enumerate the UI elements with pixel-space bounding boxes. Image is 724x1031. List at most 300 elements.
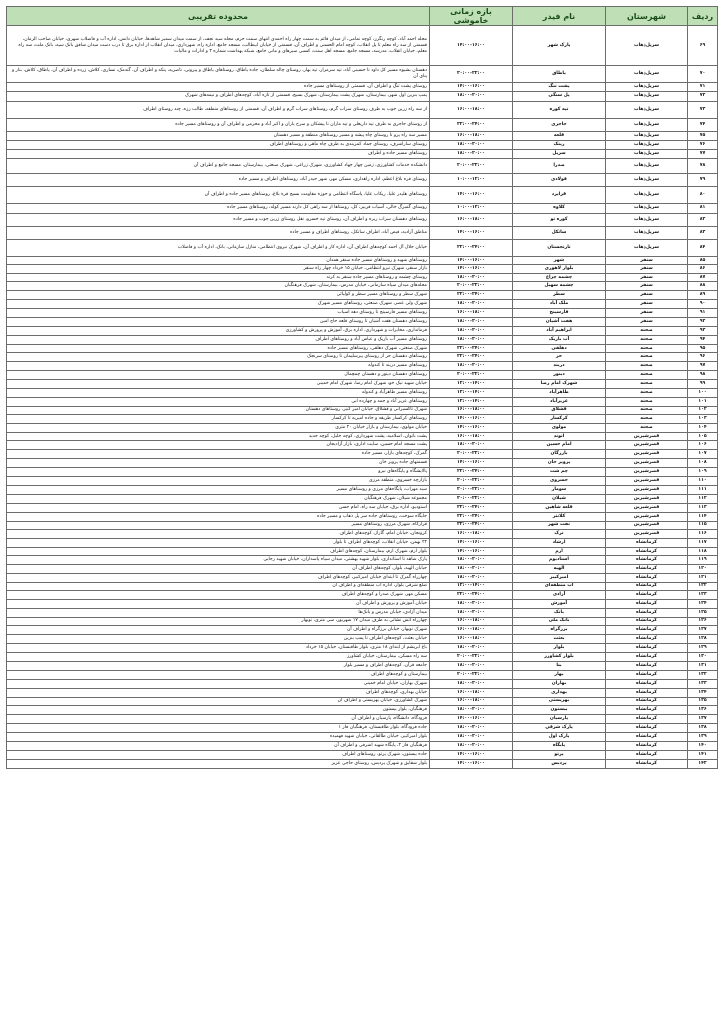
- city-cell: قصرشیرین: [606, 441, 688, 450]
- outage-time-cell: ۲۰:۰۰-۲۲:۰۰: [430, 66, 513, 83]
- feeder-cell: بهاران: [513, 679, 606, 688]
- feeder-cell: دینور: [513, 371, 606, 380]
- area-cell: جاده فرودگاه، بلوار طاقبستان، فرهنگیان فاز ۱: [7, 724, 430, 733]
- table-row: [7, 450, 718, 459]
- outage-time-cell: ۱۴:۰۰-۱۶:۰۰: [430, 715, 513, 724]
- area-cell: پشت بانوان، اسلامیه، پشت شهرداری، کوچه خلیل، کوچه جدید: [7, 432, 430, 441]
- feeder-cell: سرپل: [513, 149, 606, 158]
- city-cell: سرپل‌ذهاب: [606, 226, 688, 239]
- table-row: [7, 362, 718, 371]
- table-row: [7, 688, 718, 697]
- row-number-cell: ۹۵: [688, 344, 718, 353]
- feeder-cell: پردیس: [513, 759, 606, 768]
- feeder-cell: فارسینج: [513, 309, 606, 318]
- table-row: [7, 459, 718, 468]
- outage-time-cell: ۲۲:۰۰-۲۴:۰۰: [430, 353, 513, 362]
- table-row: [7, 494, 718, 503]
- city-cell: کرمانشاه: [606, 565, 688, 574]
- city-cell: سنقر: [606, 317, 688, 326]
- row-number-cell: ۸۵: [688, 256, 718, 265]
- header-row: [7, 7, 718, 26]
- outage-time-cell: ۱۶:۰۰-۱۸:۰۰: [430, 406, 513, 414]
- table-row: [7, 66, 718, 83]
- table-row: [7, 573, 718, 582]
- row-number-cell: ۱۴۲: [688, 759, 718, 768]
- feeder-cell: بانک: [513, 608, 606, 617]
- area-cell: سه راه مسکن، بیمارستان، خیابان کشاورز: [7, 653, 430, 662]
- row-number-cell: ۸۸: [688, 282, 718, 291]
- table-row: [7, 406, 718, 414]
- area-cell: مناطق آزادیه، فیض آباد، اطراف ساتکل، روستاهای اطراف و مسیر جاده: [7, 226, 430, 239]
- feeder-cell: ارم: [513, 548, 606, 556]
- outage-time-cell: ۲۰:۰۰-۲۲:۰۰: [430, 477, 513, 486]
- area-cell: چهارراه گمرک تا ابتدای خیابان امیرکبیر، کوچه‌های اطراف: [7, 573, 430, 582]
- outage-time-cell: ۲۲:۰۰-۲۴:۰۰: [430, 239, 513, 256]
- city-cell: سرپل‌ذهاب: [606, 149, 688, 158]
- feeder-cell: پارک شرقی: [513, 724, 606, 733]
- city-cell: صحنه: [606, 414, 688, 423]
- feeder-cell: قشلاق: [513, 406, 606, 414]
- area-cell: خیابان جلال آل احمد کوچه‌های اطراف آن، اداره کار و اطراف آن، شهرک نیروی انتظامی، منازل سازمانی، بانک، اداره آب و فاضلاب: [7, 239, 430, 256]
- area-cell: کرونجان، خیابان امام، گاراژ، کوچه‌های اطراف: [7, 530, 430, 539]
- city-cell: قصرشیرین: [606, 530, 688, 539]
- area-cell: بلوار امیرکبیر، خیابان طالقانی، خیابان شهید فهمیده: [7, 733, 430, 742]
- row-number-cell: ۹۹: [688, 380, 718, 389]
- area-cell: روستاهای مسیر فارسینج تا روستای دهه اسیاب: [7, 309, 430, 318]
- area-cell: فرودگاه، دانشگاه، پارسیان و اطراف آن: [7, 715, 430, 724]
- city-cell: کرمانشاه: [606, 556, 688, 565]
- city-cell: قصرشیرین: [606, 468, 688, 477]
- feeder-cell: تپه کوره: [513, 101, 606, 118]
- city-cell: قصرشیرین: [606, 450, 688, 459]
- row-number-cell: ۱۲۴: [688, 599, 718, 608]
- feeder-cell: چشمه چراغ: [513, 274, 606, 282]
- feeder-cell: بیستون: [513, 706, 606, 715]
- row-number-cell: ۱۳۴: [688, 688, 718, 697]
- area-cell: شهرک بهاران، خیابان امام خمینی: [7, 679, 430, 688]
- table-row: [7, 521, 718, 530]
- row-number-cell: ۱۱۲: [688, 494, 718, 503]
- table-row: [7, 556, 718, 565]
- table-row: [7, 582, 718, 590]
- area-cell: خیابان شهید نیک خو، شهرک امام رضا، شهرک امام خمینی: [7, 380, 430, 389]
- area-cell: محله‌های میدان سپاه سازمانی، خیابان مدرس، بیمارستان، شهرک فرهنگیان: [7, 282, 430, 291]
- area-cell: بازار سنقر، شهرک نیرو انتظامی، خیابان ۱۵ خرداد چهار راه سنقر: [7, 265, 430, 274]
- city-cell: کرمانشاه: [606, 635, 688, 644]
- table-row: [7, 317, 718, 326]
- outage-time-cell: ۲۲:۰۰-۲۴:۰۰: [430, 291, 513, 300]
- outage-time-cell: ۱۴:۰۰-۱۶:۰۰: [430, 83, 513, 92]
- feeder-cell: ارشاد: [513, 539, 606, 548]
- outage-time-cell: ۱۸:۰۰-۲۰:۰۰: [430, 317, 513, 326]
- feeder-cell: استادیوم: [513, 556, 606, 565]
- area-cell: بازارچه خسروی، منطقه مرزی: [7, 477, 430, 486]
- feeder-cell: کلاوه: [513, 203, 606, 213]
- row-number-cell: ۱۲۸: [688, 635, 718, 644]
- outage-time-cell: ۱۶:۰۰-۱۸:۰۰: [430, 530, 513, 539]
- table-row: [7, 326, 718, 335]
- feeder-cell: چشمه سهیل: [513, 282, 606, 291]
- table-row: [7, 548, 718, 556]
- outage-time-cell: ۱۶:۰۰-۱۸:۰۰: [430, 697, 513, 706]
- feeder-cell: ترک: [513, 530, 606, 539]
- outage-time-cell: ۱۶:۰۰-۱۸:۰۰: [430, 617, 513, 626]
- header-city: شهرستان: [606, 7, 688, 26]
- feeder-cell: ملک آباد: [513, 300, 606, 309]
- table-row: [7, 626, 718, 635]
- table-row: [7, 118, 718, 131]
- area-cell: شهرک تاکسیرانی و قشلاق، خیابان امیر کبیر، روستاهای دهستان: [7, 406, 430, 414]
- feeder-cell: صدرا: [513, 158, 606, 173]
- area-cell: بیمارستان و کوچه‌های اطراف: [7, 670, 430, 679]
- row-number-cell: ۱۱۰: [688, 477, 718, 486]
- table-body: [7, 26, 718, 769]
- area-cell: ۲۲ بهمن، خیابان انقلاب، کوچه‌های اطراف تا بلوار: [7, 539, 430, 548]
- area-cell: پالایشگاه و پایگاه‌های نیرو: [7, 468, 430, 477]
- city-cell: سرپل‌ذهاب: [606, 101, 688, 118]
- outage-time-cell: ۱۸:۰۰-۲۰:۰۰: [430, 362, 513, 371]
- row-number-cell: ۷۶: [688, 140, 718, 149]
- row-number-cell: ۹۶: [688, 353, 718, 362]
- city-cell: سرپل‌ذهاب: [606, 186, 688, 203]
- feeder-cell: بلوار لاهوری: [513, 265, 606, 274]
- outage-time-cell: ۱۴:۰۰-۱۶:۰۰: [430, 414, 513, 423]
- feeder-cell: دهلقی: [513, 344, 606, 353]
- table-row: [7, 83, 718, 92]
- feeder-cell: بعثت: [513, 635, 606, 644]
- table-row: [7, 750, 718, 759]
- row-number-cell: ۱۰۷: [688, 450, 718, 459]
- table-row: [7, 149, 718, 158]
- area-cell: روستاهای مسیر طاهرآباد و کندوله: [7, 389, 430, 398]
- table-row: [7, 91, 718, 101]
- area-cell: میدان آزادی، خیابان مدرس و بانک‌ها: [7, 608, 430, 617]
- outage-time-cell: ۲۲:۰۰-۲۴:۰۰: [430, 521, 513, 530]
- area-cell: روستاهای دهستان سراب ریزه و اطراف آن، روستای تپه خسرو، نقل روستای زرین جوب و مسیر جاده: [7, 213, 430, 226]
- row-number-cell: ۷۰: [688, 66, 718, 83]
- feeder-cell: پرتو: [513, 750, 606, 759]
- area-cell: خیابان بهداری، کوچه‌های اطراف: [7, 688, 430, 697]
- table-row: [7, 140, 718, 149]
- row-number-cell: ۱۲۷: [688, 626, 718, 635]
- area-cell: گمرک، کوچه‌های بازار، مسیر جاده: [7, 450, 430, 459]
- row-number-cell: ۸۹: [688, 291, 718, 300]
- feeder-cell: انوند: [513, 432, 606, 441]
- feeder-cell: بهار: [513, 670, 606, 679]
- city-cell: کرمانشاه: [606, 590, 688, 599]
- feeder-cell: نارنجستان: [513, 239, 606, 256]
- table-row: [7, 432, 718, 441]
- table-row: [7, 173, 718, 186]
- row-number-cell: ۱۱۵: [688, 521, 718, 530]
- city-cell: قصرشیرین: [606, 432, 688, 441]
- city-cell: صحنه: [606, 406, 688, 414]
- outage-time-cell: ۱۸:۰۰-۲۰:۰۰: [430, 608, 513, 617]
- outage-time-cell: ۱۶:۰۰-۱۸:۰۰: [430, 635, 513, 644]
- outage-time-cell: ۱۶:۰۰-۱۸:۰۰: [430, 309, 513, 318]
- area-cell: سید مهراب، پایگاه‌های مرزی و روستاهای مسیر: [7, 485, 430, 494]
- table-row: [7, 741, 718, 750]
- feeder-cell: کلانتر: [513, 512, 606, 521]
- outage-time-cell: ۱۸:۰۰-۲۰:۰۰: [430, 644, 513, 653]
- row-number-cell: ۷۵: [688, 131, 718, 140]
- city-cell: کرمانشاه: [606, 582, 688, 590]
- row-number-cell: ۱۱۳: [688, 503, 718, 512]
- table-header: [7, 7, 718, 26]
- table-row: [7, 503, 718, 512]
- area-cell: جایگاه سوخت، روستاهای جاده سر پل ذهاب و مسیر جاده: [7, 512, 430, 521]
- table-row: [7, 344, 718, 353]
- outage-time-cell: ۱۶:۰۰-۱۸:۰۰: [430, 626, 513, 635]
- outage-time-cell: ۱۸:۰۰-۲۰:۰۰: [430, 326, 513, 335]
- feeder-cell: هفت آشیان: [513, 317, 606, 326]
- outage-time-cell: ۲۰:۰۰-۲۲:۰۰: [430, 485, 513, 494]
- table-row: [7, 733, 718, 742]
- feeder-cell: ریتک: [513, 140, 606, 149]
- outage-time-cell: ۲۰:۰۰-۲۲:۰۰: [430, 670, 513, 679]
- city-cell: سرپل‌ذهاب: [606, 131, 688, 140]
- table-row: [7, 158, 718, 173]
- city-cell: کرمانشاه: [606, 733, 688, 742]
- row-number-cell: ۱۰۳: [688, 414, 718, 423]
- area-cell: پارک شاهد تا استانداری، بلوار شهید بهشتی، میدان سپاه پاسداران، خیابان شهید رجایی: [7, 556, 430, 565]
- area-cell: روستای گمبزگ خالی، آسیاب قربیر، کل، روستاها از سه راهی کل دارند مسیر کوله، روستاهای مسیر جاده: [7, 203, 430, 213]
- area-cell: جاده بیستون، شهرک پرتو، روستاهای اطراف: [7, 750, 430, 759]
- outage-time-cell: ۲۰:۰۰-۲۲:۰۰: [430, 450, 513, 459]
- table-row: [7, 397, 718, 406]
- feeder-cell: قرایزد: [513, 186, 606, 203]
- area-cell: روستاهای کرکسار طریقه و جاده امیریه تا کرکسار: [7, 414, 430, 423]
- city-cell: صحنه: [606, 326, 688, 335]
- city-cell: سرپل‌ذهاب: [606, 239, 688, 256]
- row-number-cell: ۱۳۷: [688, 715, 718, 724]
- row-number-cell: ۱۳۲: [688, 670, 718, 679]
- area-cell: جامعه قرآن، کوچه‌های اطراف و مسیر بلوار: [7, 661, 430, 670]
- feeder-cell: بانک ملی: [513, 617, 606, 626]
- city-cell: صحنه: [606, 362, 688, 371]
- area-cell: روستاهای دهستان حر از روستای پیرسلیمان تا روستای سرنجک: [7, 353, 430, 362]
- feeder-cell: پشت تنگ: [513, 83, 606, 92]
- outage-time-cell: ۱۸:۰۰-۲۰:۰۰: [430, 573, 513, 582]
- table-row: [7, 759, 718, 768]
- city-cell: صحنه: [606, 371, 688, 380]
- outage-time-cell: ۲۰:۰۰-۲۲:۰۰: [430, 158, 513, 173]
- city-cell: سنقر: [606, 300, 688, 309]
- table-row: [7, 101, 718, 118]
- row-number-cell: ۱۴۱: [688, 750, 718, 759]
- outage-time-cell: ۱۶:۰۰-۱۸:۰۰: [430, 213, 513, 226]
- table-row: [7, 335, 718, 344]
- area-cell: قسمتهای جاده پرویز خان: [7, 459, 430, 468]
- row-number-cell: ۸۶: [688, 265, 718, 274]
- area-cell: بلوار شقایق و شهرک پردیس، روستای حاجی عزیز: [7, 759, 430, 768]
- outage-time-cell: ۱۰:۰۰-۱۲:۰۰: [430, 203, 513, 213]
- row-number-cell: ۹۰: [688, 300, 718, 309]
- table-row: [7, 423, 718, 432]
- feeder-cell: امام حسین: [513, 441, 606, 450]
- table-row: [7, 477, 718, 486]
- table-row: [7, 635, 718, 644]
- feeder-cell: فولادی: [513, 173, 606, 186]
- area-cell: فرهنگیان فاز ۲، پایگاه شهید اشرفی و اطراف آن: [7, 741, 430, 750]
- outage-time-cell: ۱۰:۰۰-۱۲:۰۰: [430, 173, 513, 186]
- area-cell: روستاهای هلیدر علیا، ریکاب علیا، پاسگاه انتظامی و حوزه مقاومت بسیج قره بلاغ، روستاهای مسیر جاده و اطراف آن: [7, 186, 430, 203]
- outage-time-cell: ۱۶:۰۰-۱۸:۰۰: [430, 131, 513, 140]
- outage-time-cell: ۱۶:۰۰-۱۸:۰۰: [430, 101, 513, 118]
- row-number-cell: ۱۲۳: [688, 590, 718, 599]
- city-cell: کرمانشاه: [606, 741, 688, 750]
- feeder-cell: ساتکل: [513, 226, 606, 239]
- area-cell: ضلع شرقی بلوار، اداره آب منطقه‌ای و اطراف آن: [7, 582, 430, 590]
- row-number-cell: ۸۲: [688, 213, 718, 226]
- feeder-cell: شیلان: [513, 494, 606, 503]
- table-row: [7, 512, 718, 521]
- feeder-cell: برزگراه: [513, 626, 606, 635]
- feeder-cell: عزیزآباد: [513, 397, 606, 406]
- row-number-cell: ۱۰۲: [688, 406, 718, 414]
- table-row: [7, 715, 718, 724]
- row-number-cell: ۱۳۸: [688, 724, 718, 733]
- city-cell: سرپل‌ذهاب: [606, 213, 688, 226]
- feeder-cell: پارسیان: [513, 715, 606, 724]
- city-cell: صحنه: [606, 423, 688, 432]
- table-row: [7, 565, 718, 574]
- feeder-cell: سومار: [513, 485, 606, 494]
- feeder-cell: بلوار کشاورز: [513, 653, 606, 662]
- city-cell: صحنه: [606, 380, 688, 389]
- feeder-cell: جاجری: [513, 118, 606, 131]
- city-cell: سرپل‌ذهاب: [606, 83, 688, 92]
- area-cell: خیابان آموزش و پرورش و اطراف آن: [7, 599, 430, 608]
- city-cell: کرمانشاه: [606, 697, 688, 706]
- feeder-cell: طاهرآباد: [513, 389, 606, 398]
- outage-time-cell: ۲۲:۰۰-۲۴:۰۰: [430, 118, 513, 131]
- table-row: [7, 213, 718, 226]
- feeder-cell: نفت شهر: [513, 521, 606, 530]
- feeder-cell: پایگاه: [513, 741, 606, 750]
- row-number-cell: ۷۲: [688, 91, 718, 101]
- area-cell: محله احمد آباد، کوچه رنگرز، کوچه نمامی، از میدان قائم به سمت چهار راه احمدی انتهای سمت حرم، محله سید نجف، از سمت میدان سمیر شاهدها، خیابان دانش، اداره آب و فاضلاب شهری، خیابان صاحب الزمان، قسمتی از سه راه معلم تا پل انقلاب، کوچه امام الحسنی و اطراف آن، قسمتی از خیابان ابیطالب، مسجد جامع، اداره راه، شهرداری، میدان انقلاب از اداره برق تا درب دست میدان شافق بانک سپه، بانک ملت، سه راه معلم، خیابان انقلاب، مدرسه، مسجد جامع، مسجد اهل سنت، کسبی سیرهای و مانی جامع، شبکه بهداشت شماره ۳ و ادارات و مالیات: [7, 26, 430, 66]
- city-cell: کرمانشاه: [606, 539, 688, 548]
- outage-time-cell: ۱۲:۰۰-۱۴:۰۰: [430, 380, 513, 389]
- outage-time-cell: ۱۸:۰۰-۲۰:۰۰: [430, 661, 513, 670]
- row-number-cell: ۱۲۶: [688, 617, 718, 626]
- outage-time-cell: ۱۲:۰۰-۱۴:۰۰: [430, 397, 513, 406]
- feeder-cell: بنا: [513, 661, 606, 670]
- table-row: [7, 661, 718, 670]
- outage-schedule-sheet: [6, 6, 718, 769]
- city-cell: قصرشیرین: [606, 459, 688, 468]
- row-number-cell: ۱۲۰: [688, 565, 718, 574]
- outage-table: [6, 6, 718, 769]
- feeder-cell: کوره تو: [513, 213, 606, 226]
- outage-time-cell: ۱۸:۰۰-۲۰:۰۰: [430, 565, 513, 574]
- table-row: [7, 380, 718, 389]
- city-cell: سرپل‌ذهاب: [606, 118, 688, 131]
- feeder-cell: الهیه: [513, 565, 606, 574]
- city-cell: قصرشیرین: [606, 503, 688, 512]
- city-cell: کرمانشاه: [606, 626, 688, 635]
- area-cell: از روستای جاجری به طرف تپه داریعلی و تپه ماران تا پیشکان و سرخ یاران و اکبر آباد و محرمی و اطراف آن و روستاهای مسیر جاده: [7, 118, 430, 131]
- area-cell: فرمانداری، مخابرات و شهرداری، اداره برق، آموزش و پرورش و کشاورزی: [7, 326, 430, 335]
- outage-time-cell: ۱۴:۰۰-۱۶:۰۰: [430, 539, 513, 548]
- row-number-cell: ۱۰۵: [688, 432, 718, 441]
- area-cell: چهارراه آتش نشانی به طرف میدان ۱۷ شهریور، سی متری، نوبهار: [7, 617, 430, 626]
- row-number-cell: ۱۲۱: [688, 573, 718, 582]
- outage-time-cell: ۱۴:۰۰-۱۶:۰۰: [430, 423, 513, 432]
- city-cell: صحنه: [606, 353, 688, 362]
- row-number-cell: ۸۷: [688, 274, 718, 282]
- table-row: [7, 203, 718, 213]
- area-cell: روستای قره بلاغ اعظم، اداره راهداری، مسکن مهر، شهر حیدر آباد، روستاهای اطراف و مسیر جاده: [7, 173, 430, 186]
- table-row: [7, 26, 718, 66]
- area-cell: خیابان الهیه، بلوار، کوچه‌های اطراف آن: [7, 565, 430, 574]
- feeder-cell: شهرک امام رضا: [513, 380, 606, 389]
- header-feeder: نام فیدر: [513, 7, 606, 26]
- city-cell: سرپل‌ذهاب: [606, 140, 688, 149]
- city-cell: قصرشیرین: [606, 477, 688, 486]
- outage-time-cell: ۲۲:۰۰-۲۴:۰۰: [430, 512, 513, 521]
- outage-time-cell: ۱۸:۰۰-۲۰:۰۰: [430, 149, 513, 158]
- row-number-cell: ۱۲۲: [688, 582, 718, 590]
- outage-time-cell: ۲۰:۰۰-۲۲:۰۰: [430, 494, 513, 503]
- city-cell: کرمانشاه: [606, 644, 688, 653]
- feeder-cell: کرکسار: [513, 414, 606, 423]
- feeder-cell: آب باریک: [513, 335, 606, 344]
- area-cell: مسکن مهر، شهرک صدرا و کوچه‌های اطراف: [7, 590, 430, 599]
- row-number-cell: ۹۱: [688, 309, 718, 318]
- row-number-cell: ۷۱: [688, 83, 718, 92]
- row-number-cell: ۱۲۵: [688, 608, 718, 617]
- table-row: [7, 239, 718, 256]
- area-cell: روستای پشت تنگ و اطراف آن، قسمتی از روستاهای مسیر جاده: [7, 83, 430, 92]
- city-cell: سرپل‌ذهاب: [606, 66, 688, 83]
- outage-time-cell: ۱۲:۰۰-۱۴:۰۰: [430, 389, 513, 398]
- row-number-cell: ۷۹: [688, 173, 718, 186]
- feeder-cell: مولوی: [513, 423, 606, 432]
- city-cell: کرمانشاه: [606, 653, 688, 662]
- area-cell: روستاهای دهستان دینور و دهستان چمچمال: [7, 371, 430, 380]
- table-row: [7, 706, 718, 715]
- city-cell: صحنه: [606, 397, 688, 406]
- outage-time-cell: ۱۴:۰۰-۱۶:۰۰: [430, 459, 513, 468]
- area-cell: دهستان بشیوه مسیر کل داود تا حسینی آباد، تپه سرمزار، تپه بهار، روستای چاله سلطان، جاده یاطاق، روستاهای یاطاق و پیرونی، ناصریه، پتکه و اطراف آن، گندمک، نساری، کلاش، زرده و اطراف آن، پاطاق، کلاش، بنار و پنای آن: [7, 66, 430, 83]
- outage-time-cell: ۱۴:۰۰-۱۶:۰۰: [430, 226, 513, 239]
- table-row: [7, 353, 718, 362]
- area-cell: شهرک سطر و روستاهای مسیر سطر و کولیائی: [7, 291, 430, 300]
- outage-time-cell: ۱۸:۰۰-۲۰:۰۰: [430, 274, 513, 282]
- city-cell: کرمانشاه: [606, 670, 688, 679]
- row-number-cell: ۶۹: [688, 26, 718, 66]
- header-area: محدوده تقریبی: [7, 7, 430, 26]
- outage-time-cell: ۱۸:۰۰-۲۰:۰۰: [430, 724, 513, 733]
- outage-time-cell: ۱۸:۰۰-۲۰:۰۰: [430, 706, 513, 715]
- row-number-cell: ۹۸: [688, 371, 718, 380]
- outage-time-cell: ۱۶:۰۰-۱۸:۰۰: [430, 688, 513, 697]
- city-cell: قصرشیرین: [606, 521, 688, 530]
- area-cell: شهرک کشاورزی، خیابان بهزیستی و اطراف آن: [7, 697, 430, 706]
- feeder-cell: دربند: [513, 362, 606, 371]
- table-row: [7, 256, 718, 265]
- row-number-cell: ۹۲: [688, 317, 718, 326]
- feeder-cell: یاطاق: [513, 66, 606, 83]
- area-cell: بلوار ارم، شهرک ارم، بیمارستان، کوچه‌های اطراف: [7, 548, 430, 556]
- row-number-cell: ۸۰: [688, 186, 718, 203]
- feeder-cell: سطر: [513, 291, 606, 300]
- row-number-cell: ۱۳۵: [688, 697, 718, 706]
- area-cell: پشت مسجد امام حسین، سایت اداری، بازار آزادیجان: [7, 441, 430, 450]
- table-row: [7, 468, 718, 477]
